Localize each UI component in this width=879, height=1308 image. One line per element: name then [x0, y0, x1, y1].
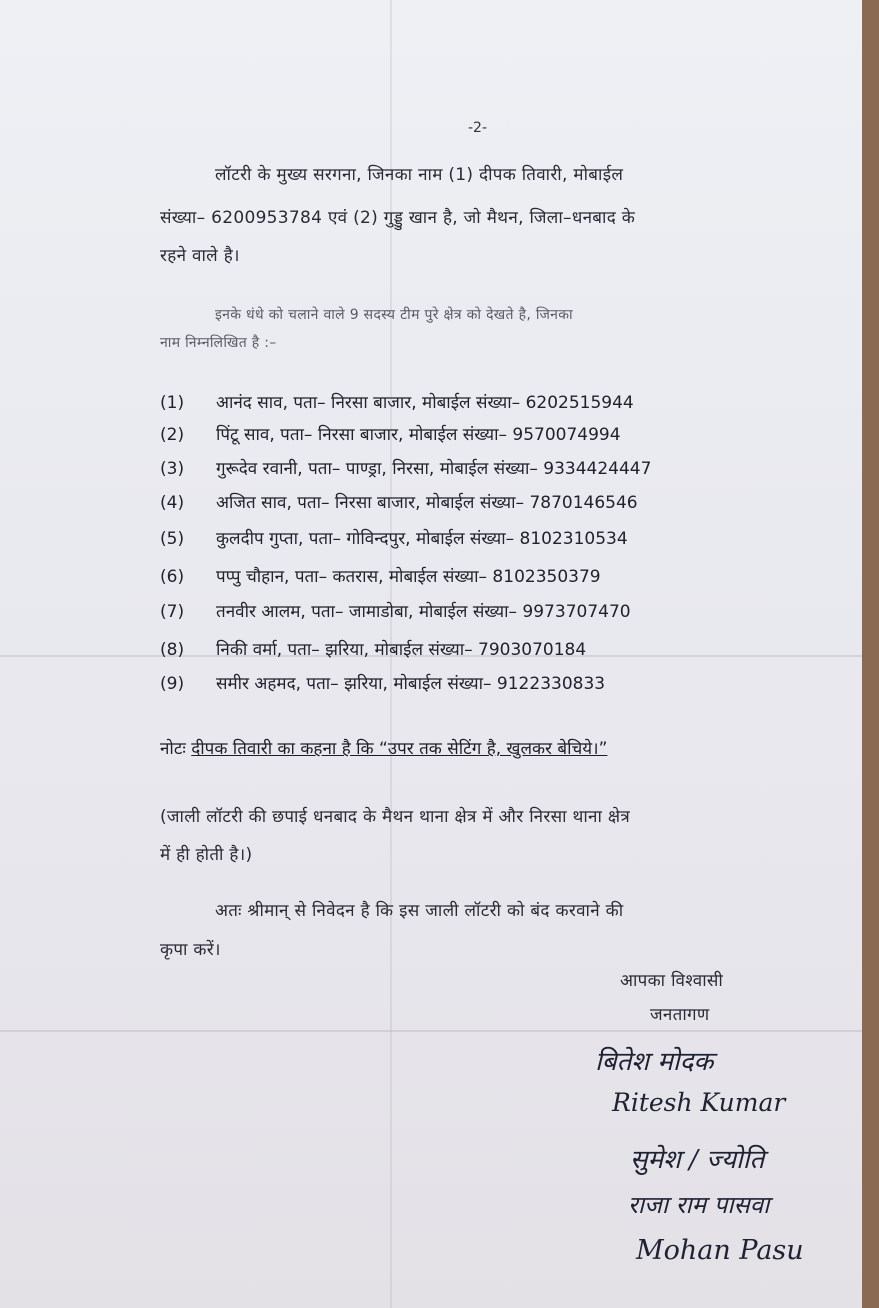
note-text: दीपक तिवारी का कहना है कि “उपर तक सेटिंग है, खुलकर बेचिये।” [191, 739, 608, 759]
list-number: (3) [160, 459, 185, 479]
member-details: अजित साव, पता– निरसा बाजार, मोबाईल संख्या– 7870146546 [216, 493, 638, 513]
list-number: (9) [160, 674, 185, 694]
team-intro-line: नाम निम्नलिखित है :– [160, 335, 277, 351]
intro-line: लॉटरी के मुख्य सरगना, जिनका नाम (1) दीपक तिवारी, मोबाईल [215, 165, 624, 185]
handwritten-signature: सुमेश / ज्योति [630, 1145, 765, 1175]
request-line: अतः श्रीमान् से निवेदन है कि इस जाली लॉटरी को बंद करवाने की [215, 901, 624, 921]
intro-line: रहने वाले है। [160, 246, 240, 266]
sign-off: आपका विश्वासी [620, 971, 724, 991]
member-details: पप्पु चौहान, पता– कतरास, मोबाईल संख्या– 8102350379 [216, 567, 601, 587]
member-details: समीर अहमद, पता– झरिया, मोबाईल संख्या– 9122330833 [216, 674, 606, 694]
list-item [160, 671, 605, 694]
list-number: (7) [160, 602, 185, 622]
member-details: आनंद साव, पता– निरसा बाजार, मोबाईल संख्या– 6202515944 [216, 393, 634, 413]
printing-line: में ही होती है।) [160, 845, 253, 865]
member-details: पिंटू साव, पता– निरसा बाजार, मोबाईल संख्या– 9570074994 [216, 425, 621, 445]
handwritten-signature: राजा राम पासवा [628, 1191, 770, 1219]
list-item [160, 490, 638, 513]
paper-fold-line [0, 1030, 862, 1032]
handwritten-signature: बितेश मोदक [595, 1047, 714, 1077]
team-intro-line: इनके धंधे को चलाने वाले 9 सदस्य टीम पुरे क्षेत्र को देखते है, जिनका [215, 307, 573, 323]
list-number: (2) [160, 425, 185, 445]
member-details: कुलदीप गुप्ता, पता– गोविन्दपुर, मोबाईल संख्या– 8102310534 [216, 529, 628, 549]
note-line [160, 736, 607, 759]
request-line: कृपा करें। [160, 940, 221, 960]
handwritten-signature: Ritesh Kumar [612, 1088, 786, 1117]
member-details: गुरूदेव रवानी, पता– पाण्ड्रा, निरसा, मोबाईल संख्या– 9334424447 [216, 459, 652, 479]
page-number: -2- [468, 120, 488, 136]
list-item [160, 526, 628, 549]
handwritten-signature: Mohan Pasu [636, 1235, 804, 1266]
member-details: निकी वर्मा, पता– झरिया, मोबाईल संख्या– 7903070184 [216, 640, 587, 660]
printing-line: (जाली लॉटरी की छपाई धनबाद के मैथन थाना क्षेत्र में और निरसा थाना क्षेत्र [160, 807, 631, 827]
signer-group: जनतागण [650, 1005, 710, 1025]
list-item [160, 390, 634, 413]
note-label: नोटः [160, 739, 186, 759]
list-item [160, 456, 651, 479]
list-number: (8) [160, 640, 185, 660]
list-number: (5) [160, 529, 185, 549]
member-details: तनवीर आलम, पता– जामाडोबा, मोबाईल संख्या– 9973707470 [216, 602, 631, 622]
list-number: (4) [160, 493, 185, 513]
list-item [160, 637, 586, 660]
list-item [160, 564, 601, 587]
list-number: (6) [160, 567, 185, 587]
intro-line: संख्या– 6200953784 एवं (2) गुड्डु खान है, जो मैथन, जिला–धनबाद के [160, 208, 636, 228]
list-item [160, 599, 631, 622]
list-item [160, 422, 621, 445]
list-number: (1) [160, 393, 185, 413]
